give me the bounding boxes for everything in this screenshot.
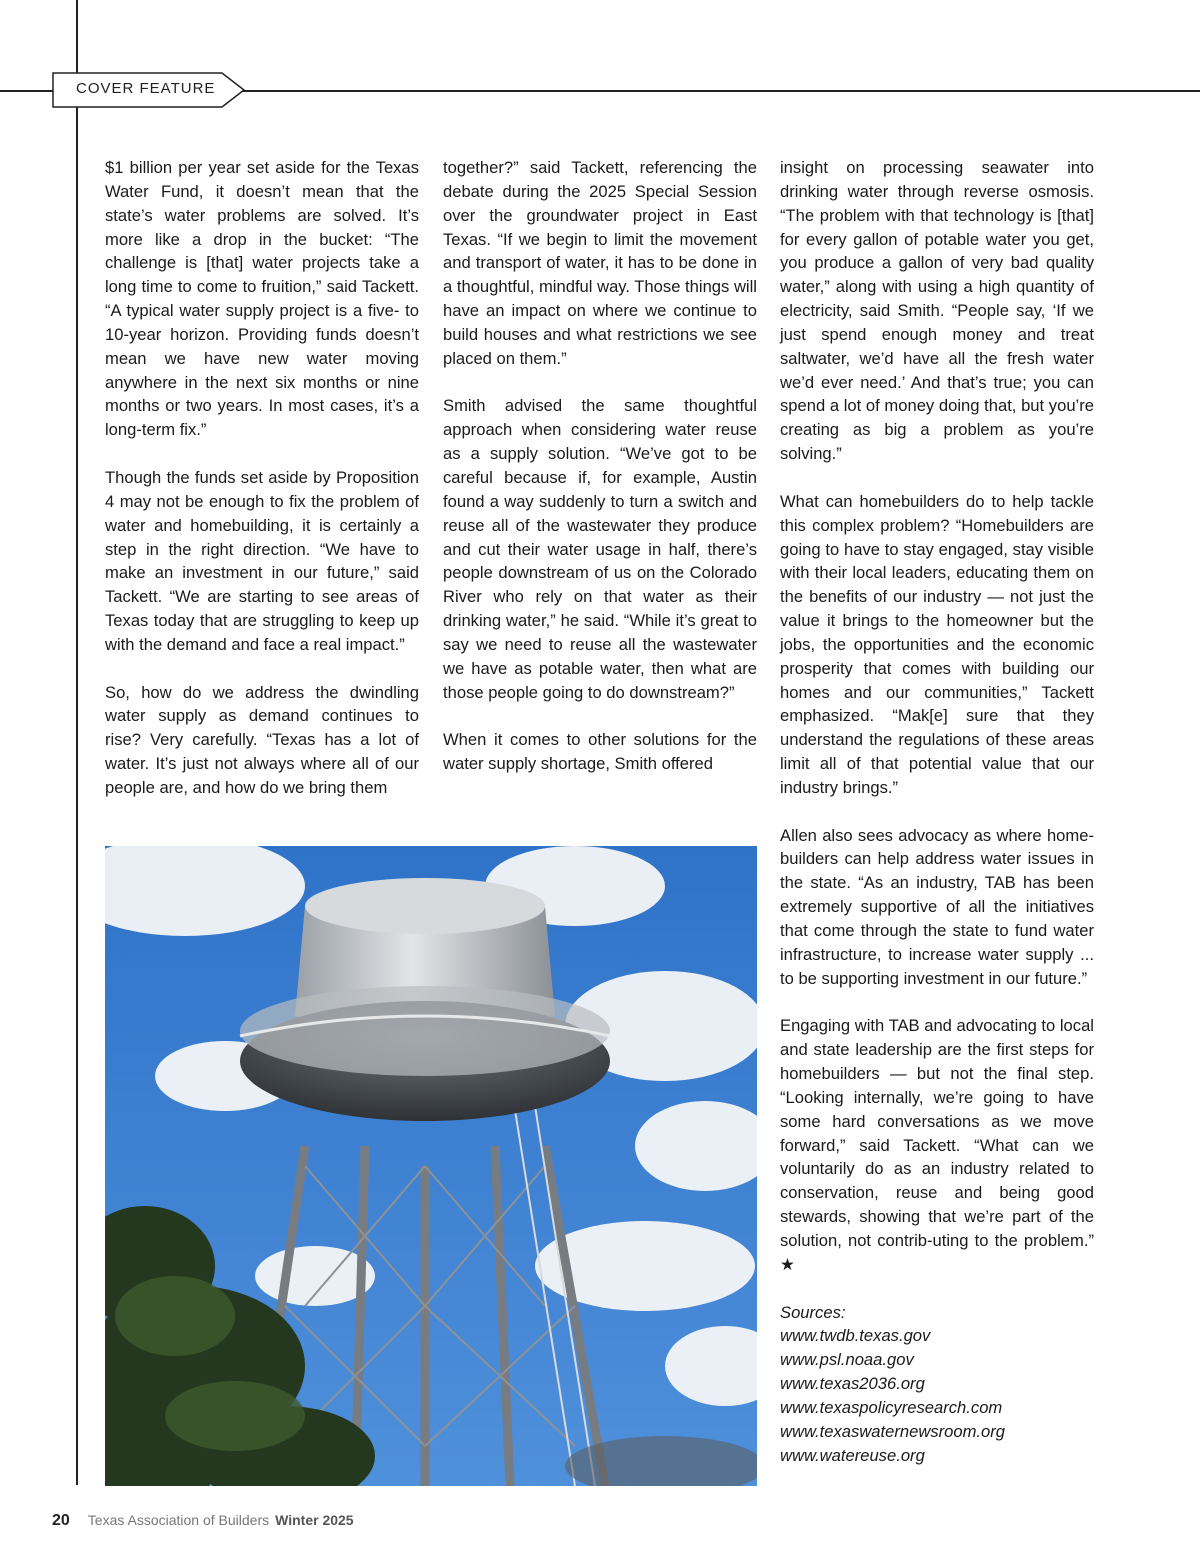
issue-label: Winter 2025 [275,1512,354,1528]
margin-rule [76,0,78,1485]
article-column-1 [105,156,419,824]
page-footer [52,1512,354,1530]
section-tag [52,72,246,108]
water-tower-photo [105,846,757,1486]
paragraph: Though the funds set aside by Proposition 4 may not be enough to fix the problem of water and homebuilding, it is certainly a step in the right direction. “We have to make an investment in our future,” said Tackett. “We are starting to see areas of Texas today that are struggling to keep up with the demand and face a real impact.” [105,467,419,654]
source-link[interactable]: www.texaswaternewsroom.org [780,1421,1006,1441]
page-number: 20 [52,1512,70,1529]
paragraph: So, how do we address the dwindling water supply as demand continues to rise? Very carefully. “Texas has a lot of water. It’s just not always where all of our people are, and how do we bring them [105,682,419,797]
paragraph: together?” said Tackett, referencing the debate during the 2025 Special Session over the groundwater project in East Texas. “If we begin to limit the movement and transport of water, it has to be done in a thoughtful, mindful way. Those things will have an impact on where we continue to build houses and what restrictions we see placed on them.” [443,158,757,368]
source-link[interactable]: www.texaspolicyresearch.com [780,1397,1003,1417]
source-link[interactable]: www.texas2036.org [780,1374,925,1394]
paragraph: What can homebuilders do to help tackle this complex problem? “Homebuilders are going to have to stay engaged, stay visible with their local leaders, educating them on the benefits of our industry — not just the value it brings to the homeowner but the jobs, the opportunities and the economic prosperity that comes with building our homes and our communities,” Tackett emphasized. “Mak[e] sure that they understand the regulations of these areas limit all of that potential value that our industry brings.” [780,491,1094,797]
sources-list [780,1301,1094,1468]
sources-label: Sources: [780,1302,846,1322]
publication-name: Texas Association of Builders [87,1512,270,1528]
paragraph: Allen also sees advocacy as where home-builders can help address water issues in the state. “As an industry, TAB has been extremely supportive of all the initiatives that come through the state to fund water infrastructure, to increase water supply ... to be supporting investment in our future.” [780,825,1094,988]
source-link[interactable]: www.psl.noaa.gov [780,1350,914,1370]
source-link[interactable]: www.twdb.texas.gov [780,1326,931,1346]
paragraph: When it comes to other solutions for the water supply shortage, Smith offered [443,730,757,774]
paragraph: $1 billion per year set aside for the Texas Water Fund, it doesn’t mean that the state’s water problems are solved. It’s more like a drop in the bucket: “The challenge is [that] water projects take a long time to come to fruition,” said Tackett. “A typical water supply project is a five- to 10-year horizon. Providing funds doesn’t mean we have new water moving anywhere in the next six months or nine months or two years. In most cases, it’s a long-term fix.” [105,158,419,440]
article-column-2 [443,156,757,800]
paragraph: Smith advised the same thoughtful approach when considering water reuse as a supply solution. “We’ve got to be careful because if, for example, Austin found a way suddenly to turn a switch and reuse all of the wastewater they produce and cut their water usage in half, there’s people downstream of us on the Colorado River who rely on that water as their drinking water,” he said. “While it’s great to say we need to reuse all the wastewater we have as potable water, then what are those people going to do downstream?” [443,396,757,702]
article-column-3 [780,156,1094,1467]
source-link[interactable]: www.watereuse.org [780,1445,925,1465]
section-tag-label: COVER FEATURE [76,80,216,97]
paragraph: Engaging with TAB and advocating to local and state leadership are the first steps for homebuilders — but not the final step. “Looking internally, we’re going to have some hard conversations as we move forward,” said Tackett. “What can we voluntarily do as an industry related to conservation, reuse and being good stewards, showing that we’re part of the solution, not contrib-uting to the problem.” ★ [780,1016,1094,1274]
paragraph: insight on processing seawater into drinking water through reverse osmosis. “The problem with that technology is [that] for every gallon of potable water you get, you produce a gallon of very bad quality water,” along with using a high quantity of electricity, said Smith. “People say, ‘If we just spend enough money and treat saltwater, we’d have all the fresh water we’d ever need.’ And that’s true; you can spend a lot of money doing that, but you’re creating as big a problem as you’re solving.” [780,158,1094,464]
